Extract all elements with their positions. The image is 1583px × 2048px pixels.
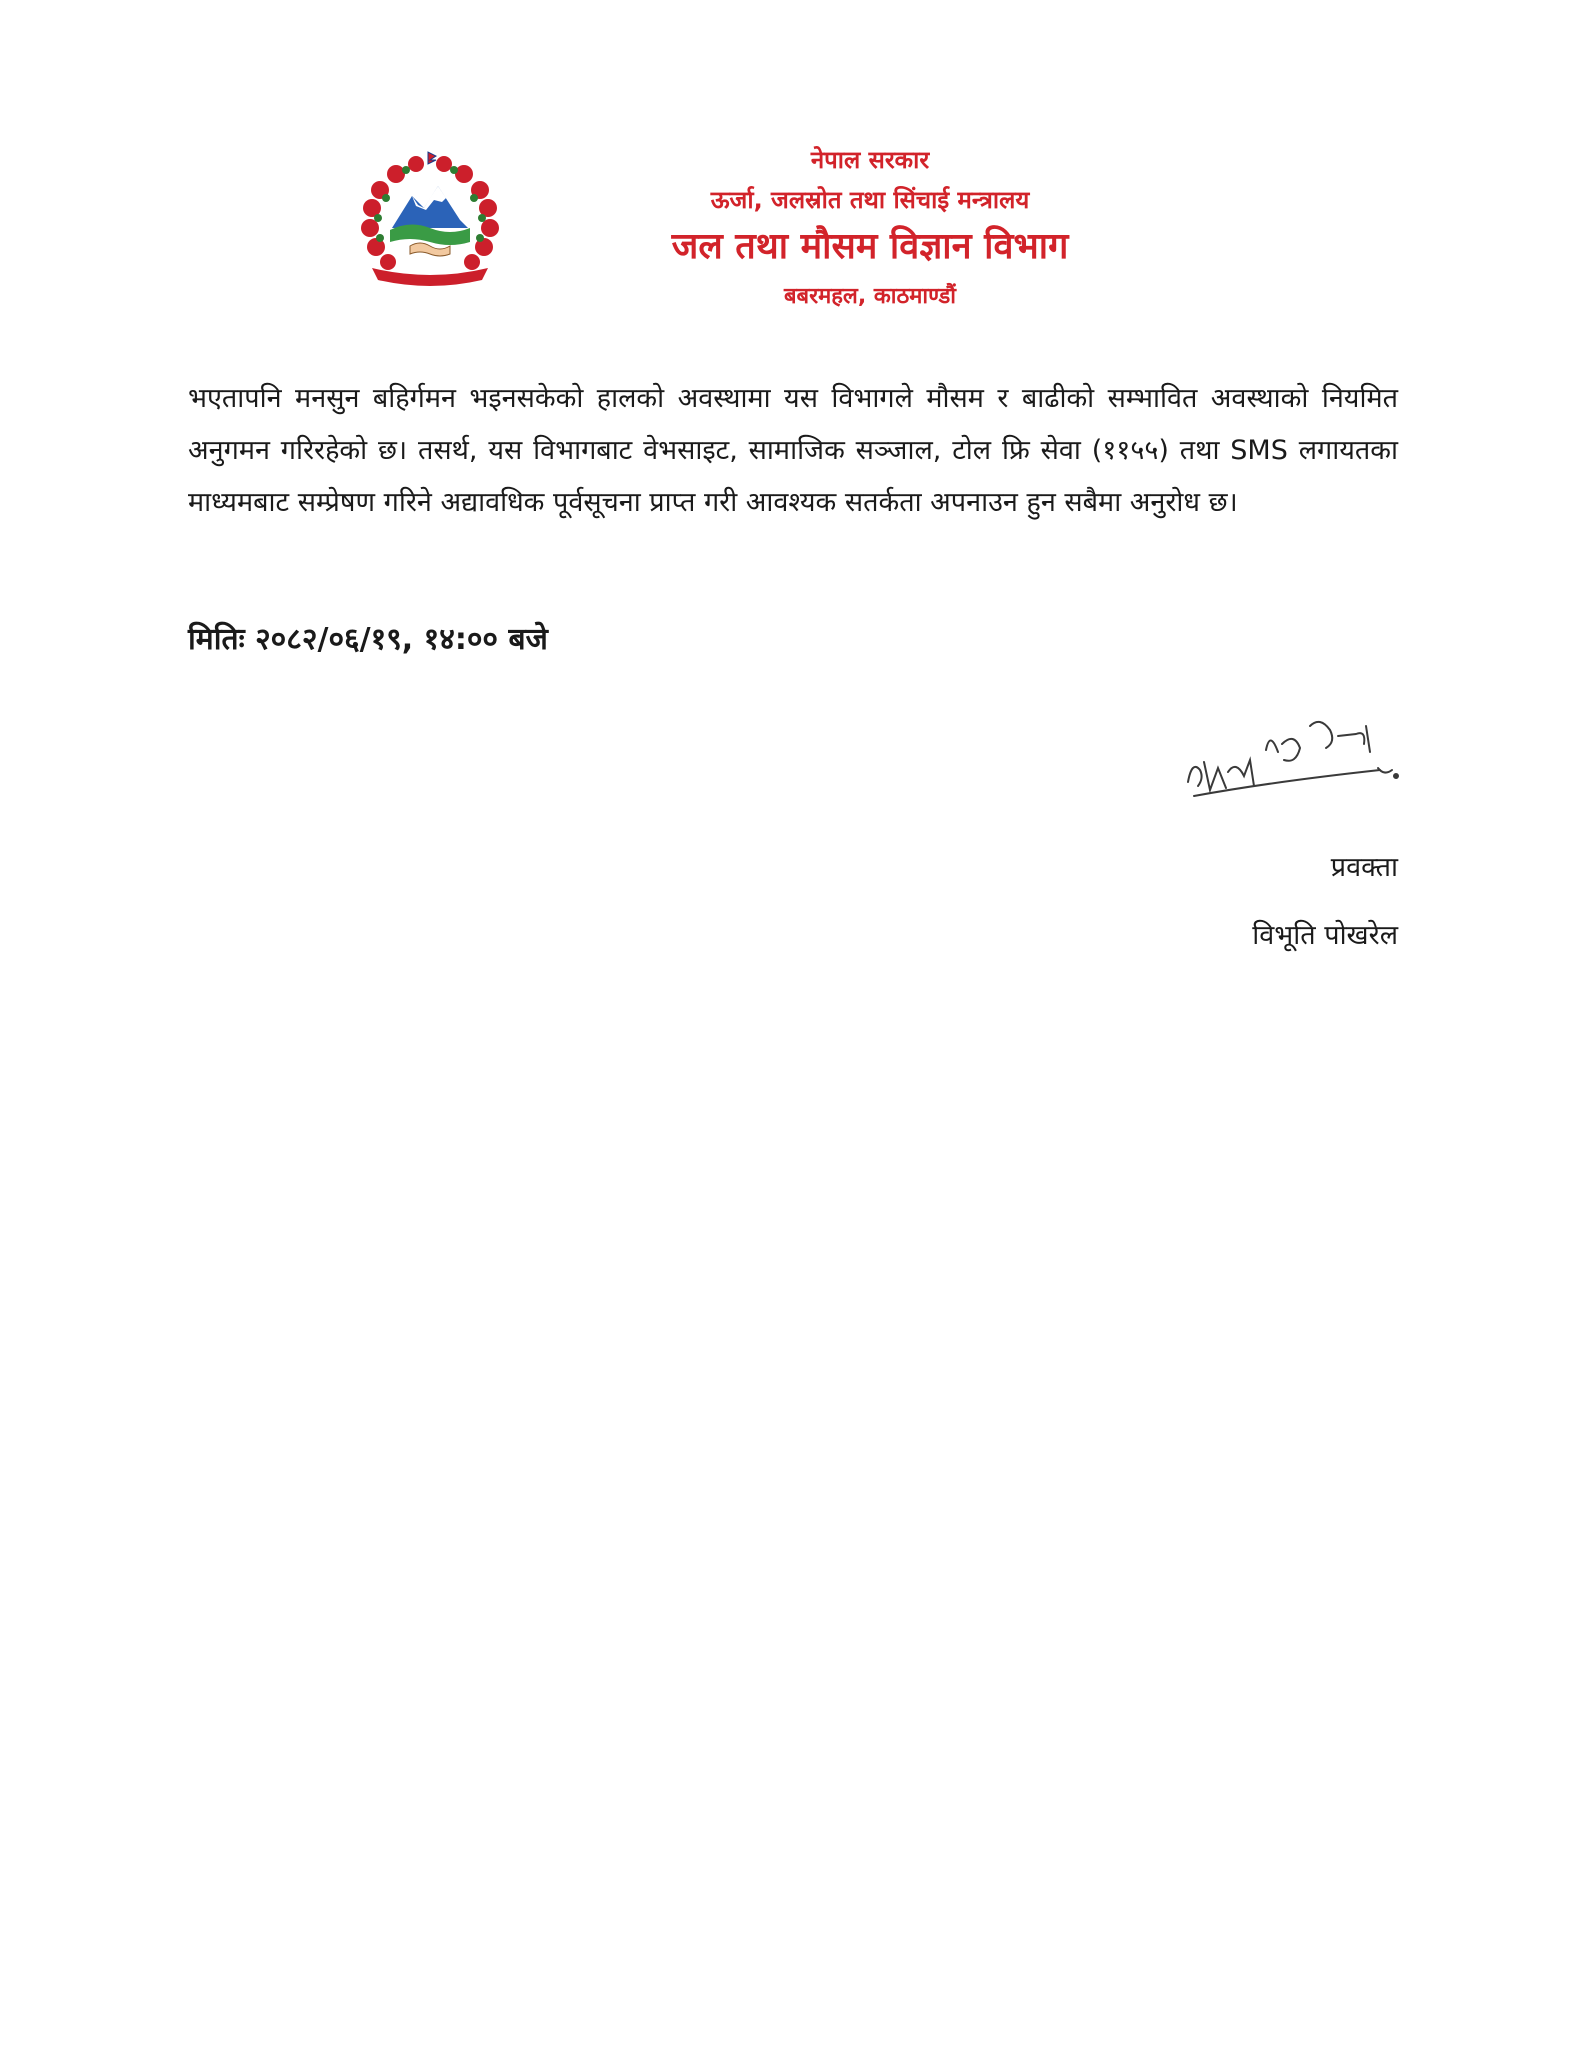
department-address: बबरमहल, काठमाण्डौं — [783, 284, 957, 309]
signatory-role: प्रवक्ता — [1330, 852, 1398, 883]
date-line: मितिः २०८२/०६/१९, १४:०० बजे — [188, 622, 548, 657]
handwritten-signature-icon — [1170, 690, 1410, 830]
letterhead — [560, 142, 1180, 314]
department-name: जल तथा मौसम विज्ञान विभाग — [671, 226, 1069, 267]
nepal-emblem-icon — [350, 150, 510, 288]
signatory-name: विभूति पोखरेल — [1252, 920, 1398, 951]
government-name: नेपाल सरकार — [810, 146, 930, 174]
notice-paragraph: भएतापनि मनसुन बहिर्गमन भइनसकेको हालको अवस्थामा यस विभागले मौसम र बाढीको सम्भावित अवस्थाको नियमित अनुगमन गरिरहेको छ। तसर्थ, यस विभागबाट वेभसाइट, सामाजिक सञ्जाल, टोल फ्रि सेवा (११५५) तथा SMS लगायतका माध्यमबाट सम्प्रेषण गरिने अद्यावधिक पूर्वसूचना प्राप्त गरी आवश्यक सतर्कता अपनाउन हुन सबैमा अनुरोध छ। — [188, 383, 1398, 518]
ministry-name: ऊर्जा, जलस्रोत तथा सिंचाई मन्त्रालय — [710, 186, 1030, 214]
